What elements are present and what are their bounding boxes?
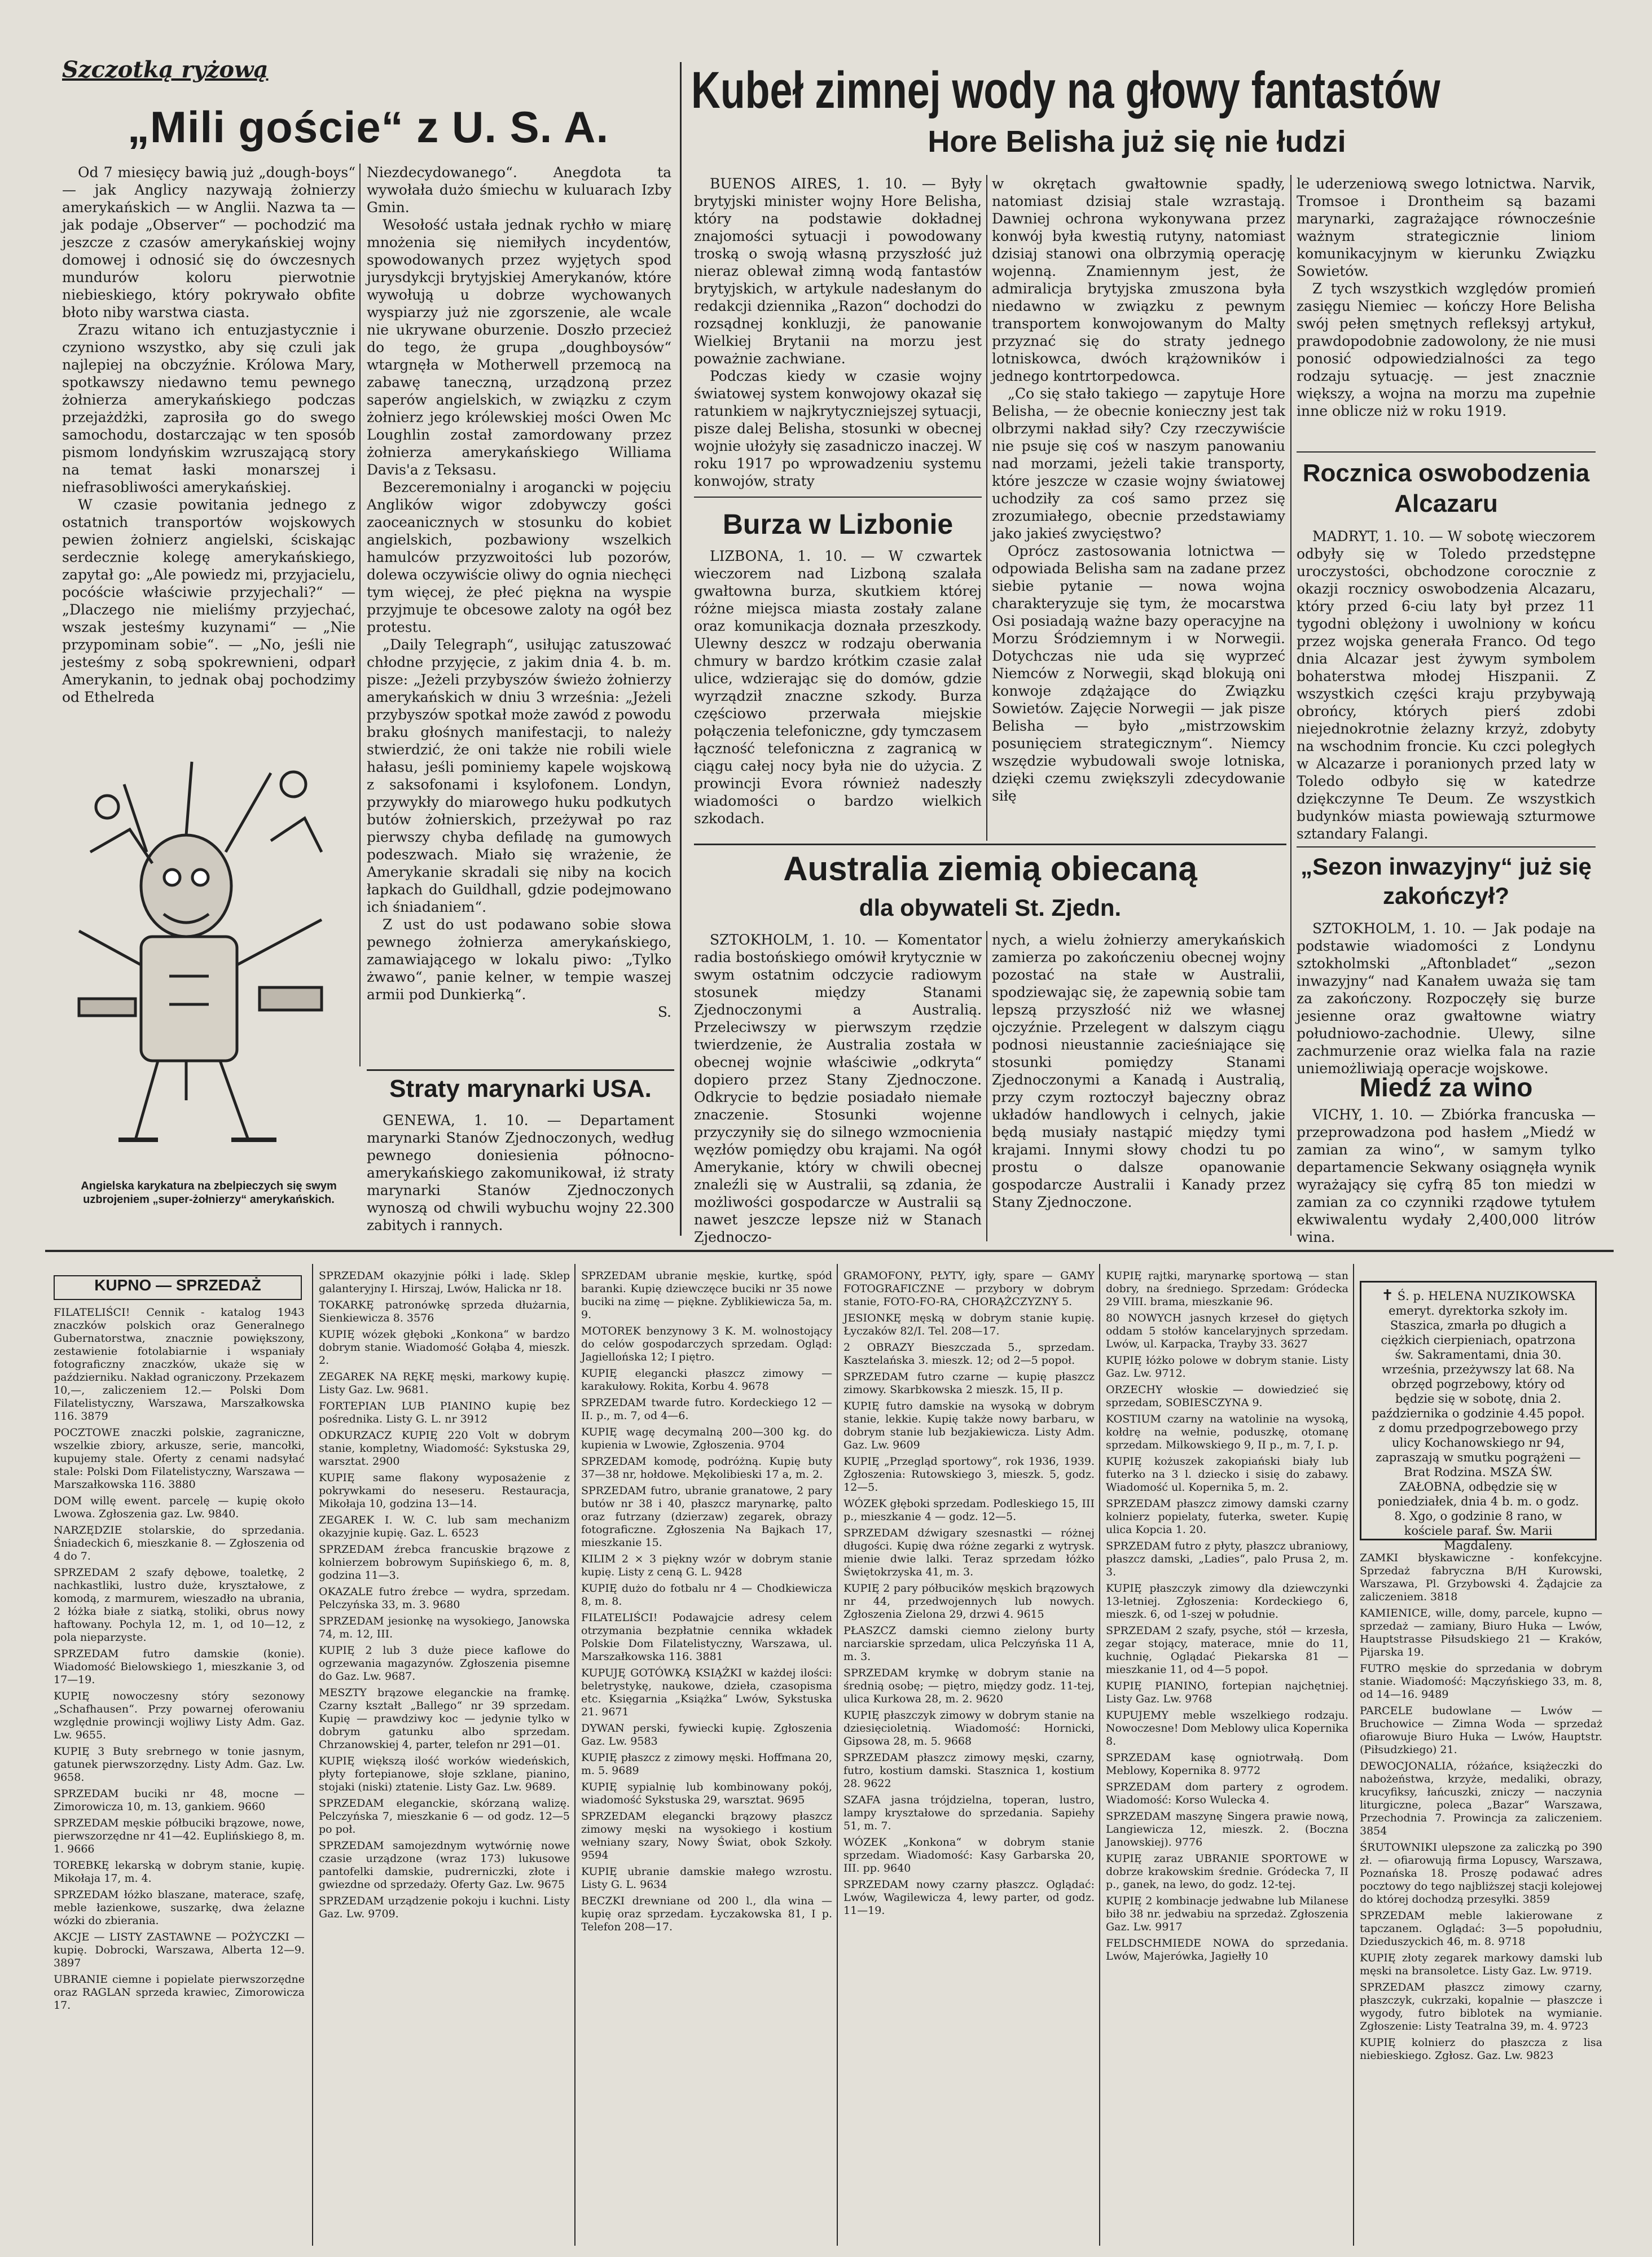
ad-item: SPRZEDAM płaszcz zimowy damski czarny kolnierz popielaty, futerka, sweter. Kupię ulica Kopcia 1. 20. <box>1106 1498 1348 1536</box>
ad-item: SPRZEDAM maszynę Singera prawie nową, Langiewicza 12, mieszk. 2. (Boczna Janowskiej). 9776 <box>1106 1810 1348 1848</box>
miedz-text <box>1297 1106 1596 1245</box>
alcazar-text <box>1297 528 1596 849</box>
ad-item: ZEGAREK NA RĘKĘ męski, markowy kupię. Listy Gaz. Lw. 9681. <box>319 1371 570 1396</box>
ad-item: FILATELIŚCI! Podawajcie adresy celem otrzymania bezpłatnie cennika wkładek Polskie Dom Filatelistyczny, Warszawa, ul. Marszałkowska 116. 3881 <box>581 1611 832 1663</box>
ad-item: SPRZEDAM buciki nr 48, mocne — Zimorowicza 10, m. 13, gankiem. 9660 <box>54 1788 305 1813</box>
ad-item: DOM willę ewent. parcelę — kupię około Lwowa. Zgłoszenia gaz. Lw. 9840. <box>54 1495 305 1520</box>
ad-item: SPRZEDAM twarde futro. Kordeckiego 12 — II. p., m. 7, od 4—6. <box>581 1397 832 1422</box>
ad-item: SPRZEDAM samojezdnym wytwórnię nowe czasie urządzone (wraz 173) lukusowe pantofelki damskie, pudrerniczki, złote i gwiezdne od sprzedaży. Oferty Gaz. Lw. 9675 <box>319 1839 570 1891</box>
ad-item: KUPIĘ futro damskie na wysoką w dobrym stanie, lekkie. Kupię także nowy barbaru, w dobrym stanie lub bezjakiewicza. Listy Adm. Gaz. Lw. 9609 <box>843 1400 1095 1451</box>
ad-item: KUPIĘ 2 pary półbucików męskich brązowych nr 44, przedwojennych lub nowych. Zgłoszenia Zielona 29, drzwi 4. 9615 <box>843 1582 1095 1621</box>
ad-item: FILATELIŚCI! Cennik - katalog 1943 znaczków polskich oraz Generalnego Gubernatorstwa, znacznie powiększony, zestawienie fotolabiarnie i wspaniały fotograficzny znaczków, ukaże się w październiku. Nakład ograniczony. Przekazem 10,—, zaliczeniem 12.— Polski Dom Filatelistyczny, Warszawa, Marszałkowska 116. 3879 <box>54 1306 305 1422</box>
ad-item: SPRZEDAM ubranie męskie, kurtkę, spód baranki. Kupię dziewczęce buciki nr 35 nowe buciki na zimę — piękne. Zyblikiewicza 5a, m. 9. <box>581 1270 832 1321</box>
ads-column-4 <box>843 1270 1095 2243</box>
ad-item: KOSTIUM czarny na watolinie na wysoką, kołdrę na wełnie, poduszkę, otomanę sprzedam. Milkowskiego 9, II p., m. 7, I. p. <box>1106 1413 1348 1451</box>
ad-item: TOREBKĘ lekarską w dobrym stanie, kupię. Mikołaja 17, m. 4. <box>54 1859 305 1885</box>
ad-item: FUTRO męskie do sprzedania w dobrym stanie. Wiadomość: Mączyńskiego 33, m. 8, od 14—16. 9489 <box>1360 1662 1602 1701</box>
ad-item: WÓZEK głęboki sprzedam. Podleskiego 15, III p., mieszkanie 4 — godz. 12—5. <box>843 1498 1095 1523</box>
ad-item: KUPIĘ większą ilość worków wiedeńskich, płyty fortepianowe, słoje szklane, pianino, stojaki (niski) ztatenie. Listy Gaz. Lw. 9689. <box>319 1755 570 1793</box>
ad-item: ORZECHY włoskie — dowiedzieć się sprzedam, SOBIESCZYNA 9. <box>1106 1384 1348 1409</box>
kubel-column-3 <box>1297 175 1596 457</box>
paragraph: VICHY, 1. 10. — Zbiórka francuska — przeprowadzona pod hasłem „Miedź w zamian za wino“, w samym tylko departamencie Sekwany osiągnęła wynik wyrażający się cyfrą 85 ton miedzi w zamian za co czynniki rządowe tytułem ekwiwalentu wydały 2,400,000 litrów wina. <box>1297 1106 1596 1245</box>
ad-item: OKAZALE futro źrebce — wydra, sprzedam. Pelczyńska 33, m. 3. 9680 <box>319 1586 570 1611</box>
cross-icon: ✝ <box>1381 1287 1394 1304</box>
ads-column-5 <box>1106 1270 1348 2243</box>
ad-item: SPRZEDAM elegancki brązowy płaszcz zimowy męski na wysokiego i kostium wełniany szary, Nowy Świat, obok Szkoły. 9594 <box>581 1810 832 1861</box>
sezon-text <box>1297 920 1596 1077</box>
australia-subheadline: dla obywateli St. Zjedn. <box>859 894 1122 921</box>
kubel-column-1 <box>694 175 982 491</box>
ads-column-6 <box>1360 1552 1602 2246</box>
cartoon-drawing <box>56 750 350 1168</box>
ad-item: KUPIĘ płaszczyk zimowy dla dziewczynki 13-letniej. Zgłoszenia: Kordeckiego 6, mieszk. 6, od 1-szej w południe. <box>1106 1582 1348 1621</box>
paragraph: w okrętach gwałtownie spadły, natomiast dzisiaj stale wzrastają. Dawniej ochrona wykonywana przez konwój była kwestią rutyny, natomiast dzisiaj stanowi ona olbrzymią operację wojenną. Znamiennym jest, że admiralicja brytyjska zmuszona była niedawno w związku z pewnym transportem konwojowanym do Malty przyznać się do straty jednego lotniskowca, dwóch krążowników i jednego kontrtorpedowca. <box>992 175 1285 384</box>
ad-item: TOKARKĘ patronówkę sprzeda dłużarnia, Sienkiewicza 8. 3576 <box>319 1299 570 1324</box>
signature: S. <box>657 1004 671 1020</box>
ad-item: KUPIĘ 2 lub 3 duże piece kaflowe do ogrzewania magazynów. Zgłoszenia pisemne do Gaz. Lw. 9687. <box>319 1644 570 1683</box>
ad-item: KUPIĘ kolnierz do płaszcza z lisa niebieskiego. Zgłosz. Gaz. Lw. 9823 <box>1360 2036 1602 2062</box>
paragraph: SZTOKHOLM, 1. 10. — Jak podaje na podstawie wiadomości z Londynu sztokholmski „Aftonbladet“ „sezon inwazyjny“ nad Kanałem uważa się tam za zakończony. Rozpoczęły się burze jesienne oraz gwałtowne wiatry południowo-zachodnie. Ulewy, silne zachmurzenie oraz wielka fala na razie uniemożliwiają operacje wojskowe. <box>1297 920 1596 1077</box>
mili-headline: „Mili goście“ z U. S. A. <box>127 102 609 152</box>
ad-item: ZEGAREK I. W. C. lub sam mechanizm okazyjnie kupię. Gaz. L. 6523 <box>319 1514 570 1539</box>
mili-column-1 <box>62 164 355 728</box>
ad-item: SPRZEDAM płaszcz zimowy męski, czarny, futro, kostium damski. Stasznica 1, kostium 28. 9622 <box>843 1751 1095 1790</box>
ad-item: SPRZEDAM futro damskie (konie). Wiadomość Bielowskiego 1, mieszkanie 3, od 17—19. <box>54 1648 305 1686</box>
ad-item: SPRZEDAM urządzenie pokoju i kuchni. Listy Gaz. Lw. 9709. <box>319 1895 570 1920</box>
ad-item: JESIONKĘ męską w dobrym stanie kupię. Łyczaków 82/I. Tel. 208—17. <box>843 1312 1095 1337</box>
paragraph: Oprócz zastosowania lotnictwa — odpowiada Belisha sam na zadane przez siebie pytanie — nowa wojna charakteryzuje się tym, że mocarstwa Osi posiadają ważne bazy operacyjne na Morzu Śródziemnym i w Norwegii. Dotychczas nie uda się wyprzeć Niemców z Norwegii, skąd blokują oni konwoje zdążające do Związku Sowietów. Zajęcie Norwegii — jak pisze Belisha — było „mistrzowskim posunięciem strategicznym“. Niemcy wszędzie wybudowali swoje lotniska, dzięki czemu zwiększyli zdecydowanie siłę <box>992 543 1285 804</box>
ad-item: PŁASZCZ damski ciemno zielony burty narciarskie sprzedam, ulica Pelczyńska 11 A, m. 3. <box>843 1624 1095 1663</box>
ad-item: SPRZEDAM 2 szafy dębowe, toaletkę, 2 nachkastliki, lustro duże, kryształowe, z komodą, z marmurem, wieszadło na ubrania, 2 łóżka białe z siatką, stoliki, obrus nowy haftowany. Pochyla 12, m. 1, od 10—12, z pola nieparzyste. <box>54 1566 305 1644</box>
ad-item: KUPIĘ wagę decymalną 200—300 kg. do kupienia w Lwowie, Zgłoszenia. 9704 <box>581 1426 832 1451</box>
ad-item: KUPIĘ sypialnię lub kombinowany pokój, wiadomość Sykstuska 29, warsztat. 9695 <box>581 1781 832 1806</box>
paragraph: Bezceremonialny i arogancki w pojęciu Anglików wigor zdobywczy gości zaoceanicznych w stosunku do kobiet angielskich, pozbawiony wszelkich hamulców przyzwoitości lub pozorów, dolewa oczywiście oliwy do ognia niechęci tym więcej, że płeć piękna na wyspie przyjmuje te obcesowe zaloty na ogół bez protestu. <box>367 479 671 635</box>
ads-column-3 <box>581 1270 832 2243</box>
ad-item: BECZKI drewniane od 200 l., dla wina — kupię oraz sprzedam. Łyczakowska 81, I p. Telefon 208—17. <box>581 1895 832 1933</box>
ads-column-1 <box>54 1306 305 2243</box>
ad-item: SPRZEDAM futro czarne — kupię płaszcz zimowy. Skarbkowska 2 mieszk. 15, II p. <box>843 1371 1095 1396</box>
ad-item: KUPIĘ złoty zegarek markowy damski lub męski na bransoletce. Listy Gaz. Lw. 9719. <box>1360 1952 1602 1977</box>
ad-item: SPRZEDAM eleganckie, skórzaną walizę. Pelczyńska 7, mieszkanie 6 — od godz. 12—5 po poł. <box>319 1797 570 1836</box>
australia-column-1 <box>694 931 982 1245</box>
paragraph: „Daily Telegraph“, usiłując zatuszować chłodne przyjęcie, z jakim dnia 4. b. m. pisze: „Jeżeli przybyszów świeżo żołnierzy amerykańskich w dniu 3 września: „Jeżeli przybyszów spotkał może zawód z powodu braku głośnych manifestacji, to należy stwierdzić, że oni także nie robili wiele hałasu, jeśli pominiemy kapele wojskową z saksofonami i ksylofonem. Londyn, przywykły do miarowego huku podkutych butów żołnierskich, przeżywał po raz pierwszy chyba defiladę na gumowych podeszwach. Miało się wrażenie, że Amerykanie skradali się niby na kocich łapkach do Guildhall, gdzie podejmowano ich śniadaniem“. <box>367 636 671 915</box>
ad-item: KUPIĘ same flakony wyposażenie z pokrywkami do neseseru. Restauracja, Mikołaja 10, godzina 13—14. <box>319 1472 570 1510</box>
ad-item: KUPIĘ ubranie damskie małego wzrostu. Listy G. L. 9634 <box>581 1865 832 1891</box>
paragraph: Z ust do ust podawano sobie słowa pewnego żołnierza amerykańskiego, zamawiającego w lokalu piwo: „Tylko żwawo“, panie kelner, w tempie waszej armii pod Dunkierką“. <box>367 916 671 1003</box>
ad-item: KUPIĘ 2 kombinacje jedwabne lub Milanese biło 38 nr. jedwabiu na sprzedaż. Zgłoszenia Gaz. Lw. 9917 <box>1106 1895 1348 1933</box>
ad-item: SPRZEDAM kasę ogniotrwałą. Dom Meblowy, Kopernika 8. 9772 <box>1106 1751 1348 1777</box>
obituary-text: Ś. p. HELENA NUZIKOWSKA emeryt. dyrektorka szkoły im. Staszica, zmarła po długich a ciężkich cierpieniach, opatrzona św. Sakramentami, dnia 30. września, przeżywszy lat 68. Na obrzęd pogrzebowy, który od będzie się w sobotę, dnia 2. października o godzinie 4.45 popoł. z domu przedpogrzebowego przy ulicy Kochanowskiego nr 94, zapraszają w smutku pogrążeni — Brat Rodzina. MSZA ŚW. ZAŁOBNA, odbędzie się w poniedziałek, dnia 4 b. m. o godz. 8. Xgo, o godzinie 8 rano, w kościele paraf. Św. Marii Magdaleny. <box>1372 1289 1585 1552</box>
paragraph: BUENOS AIRES, 1. 10. — Były brytyjski minister wojny Hore Belisha, który na podstawie dokładnej znajomości sytuacji i powodowany troską o swoją własną przyszłość już nieraz oblewał zimną wodą fantastów brytyjskich, w artykule nadesłanym do redakcji dziennika „Razon“ dochodzi do rozsądnej konkluzji, że panowanie Wielkiej Brytanii na morzu jest poważnie zachwiane. <box>694 175 982 367</box>
ad-item: SPRZEDAM komodę, podróżną. Kupię buty 37—38 nr, hołdowe. Mękolibieski 17 a, m. 2. <box>581 1455 832 1481</box>
ad-item: KUPIĘ łóżko polowe w dobrym stanie. Listy Gaz. Lw. 9712. <box>1106 1354 1348 1380</box>
ad-item: UBRANIE ciemne i popielate pierwszorzędne oraz RAGLAN sprzeda krawiec, Zimorowicza 17. <box>54 1973 305 2012</box>
ad-item: SPRZEDAM dźwigary szesnastki — różnej długości. Kupię dwa różne zegarki z wytrysk. mienie dwie lalki. Teraz sprzedam łóżko Świętokrzyska 41, m. 3. <box>843 1527 1095 1578</box>
ad-item: SPRZEDAM płaszcz zimowy czarny, płaszczyk, cukrzaki, kopalnie — płaszcze i wygody, futro biblotek na wymianie. Zgłoszenie: Listy Teatralna 39, m. 4. 9723 <box>1360 1981 1602 2032</box>
ad-item: 80 NOWYCH jasnych krzeseł do giętych oddam 5 stołów kancelaryjnych sprzedam. Lwów, ul. Karpacka, Trayby 33. 3627 <box>1106 1312 1348 1350</box>
straty-headline: Straty marynarki USA. <box>389 1075 652 1103</box>
ad-item: KUPIĘ rajtki, marynarkę sportową — stan dobry, na średniego. Sprzedam: Gródecka 29 VIII. brama, mieszkanie 96. <box>1106 1270 1348 1308</box>
ad-item: SPRZEDAM futro z płyty, płaszcz ubraniowy, płaszcz damski, „Ladies“, palo Prusa 2, m. 3. <box>1106 1540 1348 1578</box>
ad-item: SPRZEDAM męskie półbuciki brązowe, nowe, pierwszorzędne nr 41—42. Euplińskiego 8, m. 1. 9666 <box>54 1817 305 1855</box>
australia-column-2 <box>992 931 1285 1241</box>
ad-item: MOTOREK benzynowy 3 K. M. wolnostojący do celów gospodarczych sprzedam. Ogląd: Jagiellońska 12; I piętro. <box>581 1325 832 1363</box>
paragraph: Z tych wszystkich względów promień zasięgu Niemiec — kończy Hore Belisha swój pełen smętnych refleksyj artykuł, prawdopodobnie zadowolony, że nie musi ponosić odpowiedzialności za tego rodzaju sytuację. — jest znacznie większy, a wojna na morzu ma zupełnie inne oblicze niż w roku 1919. <box>1297 280 1596 419</box>
sezon-headline: „Sezon inwazyjny“ już się zakończył? <box>1300 853 1592 909</box>
ad-item: KUPIĘ elegancki płaszcz zimowy — karakułowy. Rokita, Korbu 4. 9678 <box>581 1367 832 1393</box>
ad-item: POCZTOWE znaczki polskie, zagraniczne, wszelkie zbiory, arkusze, serie, mancołki, kupujemy stale. Oferty z cenami nadsyłać stale: Polski Dom Filatelistyczny, Warszawa — Marszałkowska 116. 3880 <box>54 1426 305 1491</box>
ad-item: KUPIĘ zaraz UBRANIE SPORTOWE w dobrze krakowskim średnie. Gródecka 7, II p., ganek, na lewo, do godz. 12-tej. <box>1106 1852 1348 1891</box>
paragraph: nych, a wielu żołnierzy amerykańskich zamierza po zakończeniu obecnej wojny pozostać na stałe w Australii, spodziewając się, że zapewnią sobie tam lepszą przyszłość niż we własnej ojczyźnie. Przelegent w dalszym ciągu podnosi nieustannie zacieśniające się stosunki pomiędzy Stanami Zjednoczonymi a Kanadą i Australią, przy czym roztoczył bajeczny obraz układów handlowych i celnych, jakie będą musiały nastąpić między tymi krajami. Innymi słowy chodzi tu po prostu o dalsze opanowanie gospodarcze Australii i Kanady przez Stany Zjednoczone. <box>992 932 1285 1210</box>
classifieds-heading: KUPNO — SPRZEDAŻ <box>54 1275 302 1300</box>
ad-item: AKCJE — LISTY ZASTAWNE — POŻYCZKI — kupię. Dobrocki, Warszawa, Alberta 12—9. 3897 <box>54 1931 305 1969</box>
paragraph: Wesołość ustała jednak rychło w miarę mnożenia się niemiłych incydentów, spowodowanych przez wyjętych spod jurysdykcji brytyjskiej Amerykanów, które wywołują u dobrze wychowanych wyspiarzy już nie zgorszenie, ale wcale nie ukrywane oburzenie. Doszło przecież do tego, że grupa „doughboysów“ wtargnęła w Motherwell przemocą na zabawę taneczną, urządzoną przez saperów angielskich, w związku z czym żołnierz jego królewskiej mości Owen Mc Loughlin został zamordowany przez żołnierza amerykańskiego Williama Davis'a z Teksasu. <box>367 217 671 478</box>
ad-item: WÓZEK „Konkona“ w dobrym stanie sprzedam. Wiadomość: Kasy Garbarska 20, III. pp. 9640 <box>843 1836 1095 1874</box>
ad-item: KUPIĘ 3 Buty srebrnego w tonie jasnym, gatunek pierwszorzędny. Listy Adm. Gaz. Lw. 9658. <box>54 1745 305 1784</box>
ad-item: KUPUJĘ GOTÓWKĄ KSIĄŻKI w każdej ilości: beletrystykę, naukowe, dzieła, czasopisma etc. Księgarnia „Książka“ Lwów, Sykstuska 21. 9671 <box>581 1667 832 1718</box>
ad-item: KUPIĘ „Przegląd sportowy“, rok 1936, 1939. Zgłoszenia: Rutowskiego 3, mieszk. 5, godz. 12—5. <box>843 1455 1095 1494</box>
ad-item: SPRZEDAM meble lakierowane z tapczanem. Oglądać: 3—5 popołudniu, Dzieduszyckich 46, m. 8. 9718 <box>1360 1909 1602 1948</box>
ad-item: FELDSCHMIEDE NOWA do sprzedania. Lwów, Majerówka, Jagiełły 10 <box>1106 1937 1348 1962</box>
ad-item: SPRZEDAM 2 szafy, psyche, stół — krzesła, zegar stojący, materace, mnie do 11, kuchnię, Oglądać Piekarska 81 — mieszkanie 11, od 4—5 popoł. <box>1106 1624 1348 1676</box>
ad-item: SPRZEDAM dom partery z ogrodem. Wiadomość: Korso Wulecka 4. <box>1106 1781 1348 1806</box>
ad-item: DEWOCJONALIA, różańce, książeczki do nabożeństwa, krzyże, medaliki, obrazy, krucyfiksy, łańcuszki, zniczy — naczynia liturgiczne, poleca „Bazar“ Warszawa, Przechodnia 7. Prowincja za zaliczeniem. 3854 <box>1360 1760 1602 1837</box>
ad-item: ODKURZACZ KUPIĘ 220 Volt w dobrym stanie, kompletny, Wiadomość: Sykstuska 29, warsztat. 2900 <box>319 1429 570 1468</box>
ad-item: SZAFA jasna trójdzielna, toperan, lustro, lampy kryształowe do sprzedania. Sapiehy 51, m. 7. <box>843 1794 1095 1832</box>
paragraph: „Co się stało takiego — zapytuje Hore Belisha, — że obecnie konieczny jest tak olbrzymi nakład siły? Czy rzeczywiście nie psuje się coś w naszym panowaniu nad morzami, jeżeli takie transporty, które jeszcze w czasie wojny światowej uchodziły za coś samo przez się zrozumiałego, obecnie przedstawiamy jako jakieś zwycięstwo? <box>992 385 1285 542</box>
ad-item: KUPIĘ płaszcz z zimowy męski. Hoffmana 20, m. 5. 9689 <box>581 1751 832 1777</box>
ad-item: FORTEPIAN LUB PIANINO kupię bez pośrednika. Listy G. L. nr 3912 <box>319 1400 570 1425</box>
obituary-notice <box>1360 1281 1597 1552</box>
paragraph: LIZBONA, 1. 10. — W czwartek wieczorem nad Lizboną szalała gwałtowna burza, skutkiem której różne miejsca miasta zostały zalane oraz komunikacja doznała przeszkody. Ulewny deszcz w rodzaju oberwania chmury w bardzo krótkim czasie zalał ulice, wdzierając się do domów, gdzie wyrządził znaczne szkody. Burza częściowo przerwała miejskie połączenia telefoniczne, gdy tymczasem łączność telefoniczna z zagranicą w ciągu całej nocy była nie do użycia. Z prowincji Evora również nadeszły wiadomości o bardzo wielkich szkodach. <box>694 548 982 827</box>
ad-item: SPRZEDAM futro, ubranie granatowe, 2 pary butów nr 38 i 40, płaszcz marynarkę, palto oraz futrzany (dzierzaw) zegarek, obrazy fotograficzne. Zgłoszenia Na Bajkach 17, mieszkanie 15. <box>581 1485 832 1549</box>
ad-item: SPRZEDAM nowy czarny płaszcz. Oglądać: Lwów, Wagilewicza 4, lewy parter, od godz. 11—19. <box>843 1878 1095 1917</box>
paragraph: Zrazu witano ich entuzjastycznie i czyniono wszystko, aby się czuli jak najlepiej na obczyźnie. Królowa Mary, spotkawszy niedawno temu pewnego żołnierza amerykańskiego podczas przejażdżki, zaprosiła go do swego samochodu, dostarczając w ten sposób pismom londyńskim wzruszającą story na temat łaski monarszej i niefrasobliwości amerykańskiej. <box>62 322 355 495</box>
ads-column-2 <box>319 1270 570 2243</box>
cartoon-illustration <box>56 750 350 1168</box>
kubel-subheadline: Hore Belisha już się nie łudzi <box>928 125 1346 159</box>
ad-item: ŚRUTOWNIKI ulepszone za zaliczką po 390 zł. — ofiarowują firma Lopuscy, Warszawa, Poznańska 18. Proszę podawać adres pocztowy do tego najbliższej stacji kolejowej do której dochodzą przesyłki. 3859 <box>1360 1841 1602 1905</box>
paragraph: MADRYT, 1. 10. — W sobotę wieczorem odbyły się w Toledo przedstępne uroczystości, obchodzone corocznie z okazji rocznicy oswobodzenia Alcazaru, który przed 6-ciu laty był przez 11 tygodni oblężony i uwolniony w końcu przez wojska generała Franco. Od tego dnia Alcazar jest żywym symbolem bohaterstwa młodej Hiszpanii. Z wszystkich części kraju przybywają obrońcy, których pierś zdobi niejednokrotnie żelazny krzyż, zdobyty na wschodnim froncie. Ku czci poległych w Alcazarze i poranionych przed laty w Toledo odbyło się w katedrze dziękczynne Te Deum. Ze wszystkich budynków miasta powiewają szturmowe sztandary Falangi. <box>1297 528 1596 842</box>
burza-text <box>694 547 982 841</box>
paragraph: W czasie powitania jednego z ostatnich transportów wojskowych pewien żołnierz angielski, ściskając serdecznie kolegę amerykańskiego, zapytał go: „Ale powiedz mi, przyjacielu, pocóście właściwie przyjechali?“ — „Dlaczego nie mieliśmy przyjechać, wszak jesteśmy kuzynami“ — „Nie przypominam sobie“. — „No, jeśli nie jesteśmy z sobą spokrewnieni, odparł Amerykanin, to jednak obaj pochodzimy od Ethelreda <box>62 497 355 705</box>
ad-item: ZAMKI błyskawiczne - konfekcyjne. Sprzedaż fabryczna B/H Kurowski, Warszawa, Pl. Grzybowski 4. Żądajcie za zaliczeniem. 3818 <box>1360 1552 1602 1603</box>
australia-headline: Australia ziemią obiecaną <box>783 850 1197 888</box>
ad-item: KUPIĘ PIANINO, fortepian najchętniej. Listy Gaz. Lw. 9768 <box>1106 1680 1348 1705</box>
miedz-headline: Miedź za wino <box>1359 1073 1533 1102</box>
paragraph: Podczas kiedy w czasie wojny światowej system konwojowy okazał się ratunkiem w najkrytyczniejszej sytuacji, pisze dalej Belisha, stosunki w obecnej wojnie ułożyły się zasadniczo inaczej. W roku 1917 po wprowadzeniu systemu konwojów, straty <box>694 368 982 489</box>
section-label: Szczotką ryżową <box>62 56 269 83</box>
ad-item: KUPIĘ kożuszek zakopiański biały lub futerko na 3 l. dziecko i sisię do zabawy. Wiadomość ul. Kopernika 5, m. 2. <box>1106 1455 1348 1494</box>
ad-item: SPRZEDAM krymkę w dobrym stanie na średnią osobę; — piętro, między godz. 11-tej, ulica Kurkowa 28, m. 2. 9620 <box>843 1667 1095 1705</box>
kubel-headline: Kubeł zimnej wody na głowy fantastów <box>691 62 1440 119</box>
alcazar-headline: Rocznica oswobodzenia Alcazaru <box>1302 459 1590 517</box>
paragraph: Niezdecydowanego“. Anegdota ta wywołała dużo śmiechu w kuluarach Izby Gmin. <box>367 164 671 216</box>
ad-item: 2 OBRAZY Bieszczada 5., sprzedam. Kasztelańska 3. mieszk. 12; od 2—5 popoł. <box>843 1341 1095 1367</box>
ad-item: PARCELE budowlane — Lwów — Bruchowice — Zimna Woda — sprzedaż ofiarowuje Biuro Huka — Lwów, Hauptstr. (Piłsudzkiego) 21. <box>1360 1705 1602 1756</box>
ad-item: SPRZEDAM łóżko blaszane, materace, szafę, meble łazienkowe, suszarkę, dwa żelazne wózki do zbierania. <box>54 1889 305 1927</box>
burza-headline: Burza w Lizbonie <box>722 508 954 540</box>
ad-item: KUPIĘ płaszczyk zimowy w dobrym stanie na dziesięcioletnią. Wiadomość: Hornicki, Gipsowa 28, m. 5. 9668 <box>843 1709 1095 1747</box>
straty-text <box>367 1112 674 1241</box>
paragraph: le uderzeniową swego lotnictwa. Narvik, Tromsoe i Drontheim są bazami marynarki, zagrażające równocześnie ważnym strategicznie liniom komunikacyjnym w kierunku Związku Sowietów. <box>1297 175 1596 279</box>
ad-item: SPRZEDAM okazyjnie półki i ladę. Sklep galanteryjny I. Hirszaj, Lwów, Halicka nr 18. <box>319 1270 570 1295</box>
ad-item: SPRZEDAM źrebca francuskie brązowe z kolnierzem bobrowym Supińskiego 6, m. 8, godzina 11—3. <box>319 1543 570 1582</box>
paragraph: SZTOKHOLM, 1. 10. — Komentator radia bostońskiego omówił krytycznie w swym ostatnim odczycie radiowym stosunek między Stanami Zjednoczonymi a Australią. Przeleciwszy w pierwszym rzędzie twierdzenie, że Australia została w obecnej wojnie właściwie „odkryta“ dopiero przez Stany Zjednoczone. Odkrycie to będzie posiadało niemałe znaczenie. Stosunki wojenne przyczyniły się do silnego wzmocnienia węzłów pomiędzy obu krajami. Na ogół Amerykanie, który w chwili obecnej znaleźli się w Australii, są zdania, że możliwości gospodarcze w Australii są nawet jeszcze lepsze niż w Stanach Zjednoczo- <box>694 932 982 1245</box>
paragraph: Od 7 miesięcy bawią już „dough-boys“ — jak Anglicy nazywają żołnierzy amerykańskich — w Anglii. Nazwa ta — jak podaje „Observer“ — pochodzić ma jeszcze z czasów amerykańskiej wojny domowej i odnosić się do ówczesnych mundurów koloru pierwotnie niebieskiego, który pokrywało obfite błoto niby warstwa ciasta. <box>62 164 355 320</box>
ad-item: KAMIENICE, wille, domy, parcele, kupno — sprzedaż — zamiany, Biuro Huka — Lwów, Hauptstrasse Piłsudskiego 21 — Kraków, Pijarska 19. <box>1360 1607 1602 1658</box>
ad-item: KUPIĘ dużo do fotbalu nr 4 — Chodkiewicza 8, m. 8. <box>581 1582 832 1608</box>
ad-item: SPRZEDAM jesionkę na wysokiego, Janowska 74, m. 12, III. <box>319 1615 570 1640</box>
ad-item: GRAMOFONY, PŁYTY, igły, spare — GAMY FOTOGRAFICZNE — przybory w dobrym stanie, FOTO-FO-RA, CHORĄŻCZYZNY 5. <box>843 1270 1095 1308</box>
ad-item: KUPUJEMY meble wszelkiego rodzaju. Nowoczesne! Dom Meblowy ulica Kopernika 8. <box>1106 1709 1348 1747</box>
ad-item: KILIM 2 × 3 piękny wzór w dobrym stanie kupię. Listy z ceną G. L. 9428 <box>581 1553 832 1578</box>
ad-item: KUPIĘ wózek głęboki „Konkona“ w bardzo dobrym stanie. Wiadomość Gołąba 4, mieszk. 2. <box>319 1328 570 1367</box>
kubel-headline-wrap <box>691 62 1594 124</box>
ad-item: MESZTY brązowe eleganckie na framkę. Czarny kształt „Ballego“ nr 39 sprzedam. Kupię — prawdziwy koc — jedynie tylko w dobrym gatunku albo sprzedam. Chrzanowskiej 4, parter, telefon nr 291—01. <box>319 1687 570 1751</box>
kubel-column-2 <box>992 175 1285 841</box>
paragraph: GENEWA, 1. 10. — Departament marynarki Stanów Zjednoczonych, według pewnego doniesienia północno-amerykańskiego zakomunikował, iż straty marynarki Stanów Zjednoczonych wynoszą od chwili wybuchu wojny 22.300 zabitych i rannych. <box>367 1112 674 1233</box>
ad-item: NARZĘDZIE stolarskie, do sprzedania. Śniadeckich 6, mieszkanie 8. — Zgłoszenia od 4 do 7. <box>54 1524 305 1562</box>
cartoon-caption: Angielska karykatura na zbelpieczych się swym uzbrojeniem „super-żołnierzy“ amerykańskich. <box>81 1180 337 1206</box>
ad-item: DYWAN perski, fywiecki kupię. Zgłoszenia Gaz. Lw. 9583 <box>581 1722 832 1747</box>
mili-column-2 <box>367 164 671 1066</box>
ad-item: KUPIĘ nowoczesny stóry sezonowy „Schafhausen“. Przy powarnej oferowaniu względnie prowincji wojliwy Listy Adm. Gaz. Lw. 9655. <box>54 1690 305 1741</box>
